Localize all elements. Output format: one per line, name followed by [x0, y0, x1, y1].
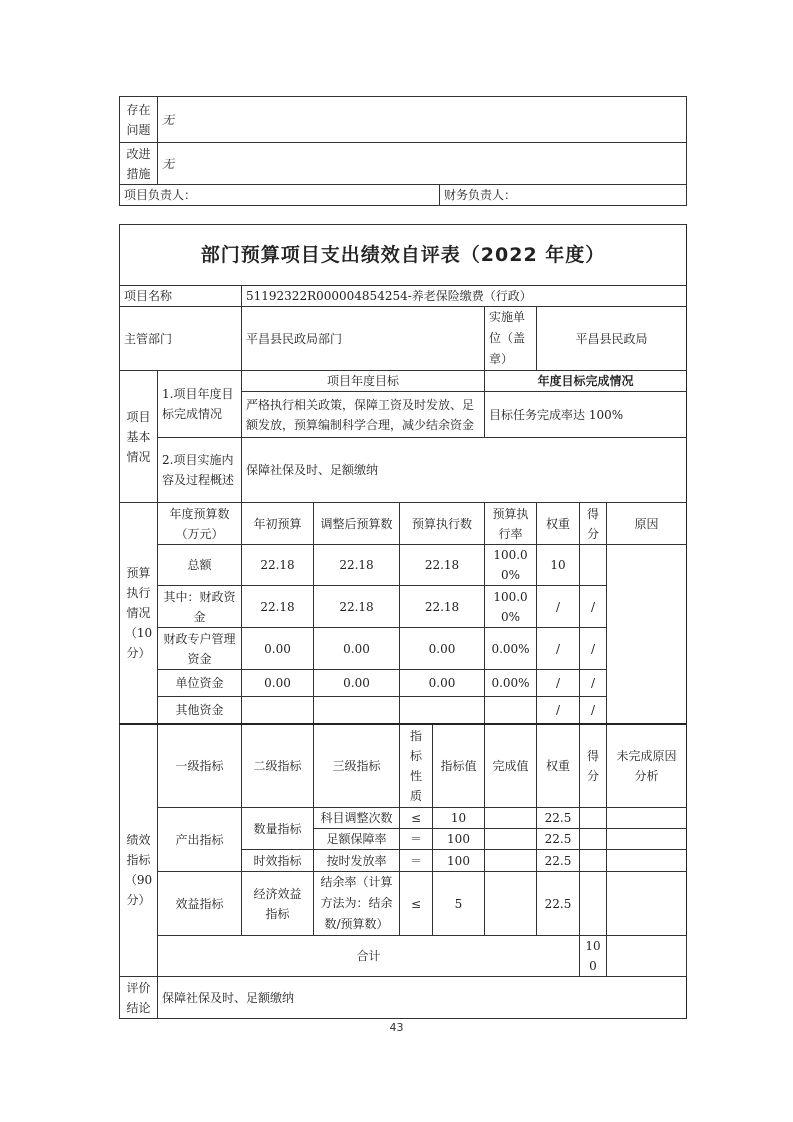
budget-row-adjusted: 0.00	[314, 628, 400, 670]
project-name-label: 项目名称	[120, 286, 242, 307]
kpi-level1-benefit: 效益指标	[158, 872, 242, 936]
conclusion-value: 保障社保及时、足额缴纳	[158, 977, 687, 1019]
budget-row-weight: /	[537, 586, 580, 628]
budget-row-score: /	[580, 697, 607, 724]
budget-row-score: /	[580, 628, 607, 670]
goal-completion-label: 1.项目年度目标完成情况	[158, 371, 242, 438]
kpi-row-target: 100	[433, 850, 485, 872]
budget-row-weight: /	[537, 670, 580, 697]
kpi-header-level1: 一级指标	[158, 724, 242, 808]
budget-row	[120, 545, 687, 586]
improvement-value: 无	[158, 143, 687, 185]
budget-row-initial: 22.18	[242, 545, 314, 586]
budget-row-score: /	[580, 670, 607, 697]
budget-row-weight: /	[537, 697, 580, 724]
budget-row-adjusted: 22.18	[314, 586, 400, 628]
budget-header-score: 得分	[580, 503, 607, 545]
budget-row-rate	[485, 697, 537, 724]
kpi-row-weight: 22.5	[537, 829, 580, 850]
budget-header-reason: 原因	[607, 503, 687, 545]
budget-row-score	[580, 545, 607, 586]
budget-row	[120, 628, 687, 670]
budget-header-adjusted: 调整后预算数	[314, 503, 400, 545]
kpi-row-reason	[607, 808, 687, 829]
budget-row-name: 财政专户管理资金	[158, 628, 242, 670]
budget-row-adjusted: 22.18	[314, 545, 400, 586]
kpi-header-level3: 三级指标	[314, 724, 400, 808]
budget-row-initial: 0.00	[242, 628, 314, 670]
kpi-level2-quantity: 数量指标	[242, 808, 314, 850]
budget-row-name: 单位资金	[158, 670, 242, 697]
improvement-label: 改进措施	[120, 143, 158, 185]
dept-value: 平昌县民政局部门	[242, 307, 485, 371]
budget-row-rate: 100.00%	[485, 586, 537, 628]
problems-label: 存在问题	[120, 97, 158, 143]
budget-header-executed: 预算执行数	[400, 503, 485, 545]
kpi-row-target: 10	[433, 808, 485, 829]
kpi-row-nature: ≤	[400, 808, 433, 829]
kpi-level2-timeliness: 时效指标	[242, 850, 314, 872]
budget-row-weight: /	[537, 628, 580, 670]
budget-header-initial: 年初预算	[242, 503, 314, 545]
project-name-value: 51192322R000004854254-养老保险缴费（行政）	[242, 286, 687, 307]
annual-goal-header: 项目年度目标	[242, 371, 485, 392]
kpi-row-level3: 按时发放率	[314, 850, 400, 872]
kpi-total-score	[607, 936, 687, 977]
kpi-total-label: 合计	[158, 936, 580, 977]
kpi-row-score	[580, 808, 607, 829]
kpi-row-actual	[485, 808, 537, 829]
budget-reason-value	[607, 545, 687, 724]
kpi-row-target: 5	[433, 872, 485, 936]
impl-unit-label: 实施单位（盖章）	[485, 307, 537, 371]
budget-row-adjusted: 0.00	[314, 670, 400, 697]
conclusion-label: 评价结论	[120, 977, 158, 1019]
budget-section-label: 预算执行情况（10分）	[120, 503, 158, 724]
page-number: 43	[389, 1021, 404, 1034]
budget-row-adjusted	[314, 697, 400, 724]
budget-header-rate: 预算执行率	[485, 503, 537, 545]
kpi-row-reason	[607, 872, 687, 936]
budget-row	[120, 697, 687, 724]
kpi-row-level3: 科目调整次数	[314, 808, 400, 829]
form-title: 部门预算项目支出绩效自评表（2022 年度）	[120, 225, 687, 286]
impl-overview-label: 2.项目实施内容及过程概述	[158, 438, 242, 503]
kpi-row-score	[580, 850, 607, 872]
previous-form-continuation	[119, 96, 687, 206]
kpi-row-actual	[485, 850, 537, 872]
budget-row-initial: 0.00	[242, 670, 314, 697]
budget-row-rate: 100.00%	[485, 545, 537, 586]
budget-row-executed: 22.18	[400, 586, 485, 628]
budget-header-weight: 权重	[537, 503, 580, 545]
kpi-row-target: 100	[433, 829, 485, 850]
kpi-row-level3: 结余率（计算方法为：结余数/预算数）	[314, 872, 400, 936]
project-lead-label: 项目负责人：	[120, 185, 440, 206]
kpi-row-score	[580, 872, 607, 936]
kpi-row-reason	[607, 850, 687, 872]
annual-completion-header: 年度目标完成情况	[485, 371, 687, 392]
budget-row	[120, 670, 687, 697]
kpi-row-level3: 足额保障率	[314, 829, 400, 850]
kpi-header-weight: 权重	[537, 724, 580, 808]
annual-completion-value: 目标任务完成率达 100%	[485, 392, 687, 438]
budget-row-executed: 0.00	[400, 670, 485, 697]
dept-label: 主管部门	[120, 307, 242, 371]
budget-header-annual: 年度预算数（万元）	[158, 503, 242, 545]
kpi-level1-output: 产出指标	[158, 808, 242, 872]
kpi-row-weight: 22.5	[537, 872, 580, 936]
annual-goal-value: 严格执行相关政策，保障工资及时发放、足额发放，预算编制科学合理，减少结余资金	[242, 392, 485, 438]
budget-row-rate: 0.00%	[485, 670, 537, 697]
performance-self-evaluation-form	[119, 224, 687, 1019]
budget-row-rate: 0.00%	[485, 628, 537, 670]
budget-row	[120, 586, 687, 628]
budget-row-name: 总额	[158, 545, 242, 586]
kpi-row-nature: ＝	[400, 850, 433, 872]
kpi-row	[120, 872, 687, 936]
budget-row-executed: 22.18	[400, 545, 485, 586]
budget-row-score: /	[580, 586, 607, 628]
budget-row-executed: 0.00	[400, 628, 485, 670]
kpi-total-row	[120, 936, 687, 977]
kpi-row-score	[580, 829, 607, 850]
basic-info-label: 项目基本情况	[120, 371, 158, 503]
budget-row-initial	[242, 697, 314, 724]
impl-unit-value: 平昌县民政局	[537, 307, 687, 371]
kpi-header-level2: 二级指标	[242, 724, 314, 808]
kpi-row-actual	[485, 872, 537, 936]
kpi-header-actual: 完成值	[485, 724, 537, 808]
kpi-section-label: 绩效指标（90分）	[120, 724, 158, 977]
budget-row-executed	[400, 697, 485, 724]
kpi-header-nature: 指标性质	[400, 724, 433, 808]
impl-overview-value: 保障社保及时、足额缴纳	[242, 438, 687, 503]
kpi-row-weight: 22.5	[537, 808, 580, 829]
budget-row-name: 其中：财政资金	[158, 586, 242, 628]
kpi-row-weight: 22.5	[537, 850, 580, 872]
kpi-row-nature: ≤	[400, 872, 433, 936]
kpi-row-actual	[485, 829, 537, 850]
budget-row-weight: 10	[537, 545, 580, 586]
kpi-total-weight: 100	[580, 936, 607, 977]
budget-row-name: 其他资金	[158, 697, 242, 724]
kpi-header-target: 指标值	[433, 724, 485, 808]
kpi-row-reason	[607, 829, 687, 850]
kpi-row-nature: ＝	[400, 829, 433, 850]
finance-lead-label: 财务负责人：	[440, 185, 687, 206]
kpi-header-reason: 未完成原因分析	[607, 724, 687, 808]
kpi-level2-economic: 经济效益指标	[242, 872, 314, 936]
problems-value: 无	[158, 97, 687, 143]
kpi-header-score: 得分	[580, 724, 607, 808]
budget-row-initial: 22.18	[242, 586, 314, 628]
kpi-row	[120, 808, 687, 829]
